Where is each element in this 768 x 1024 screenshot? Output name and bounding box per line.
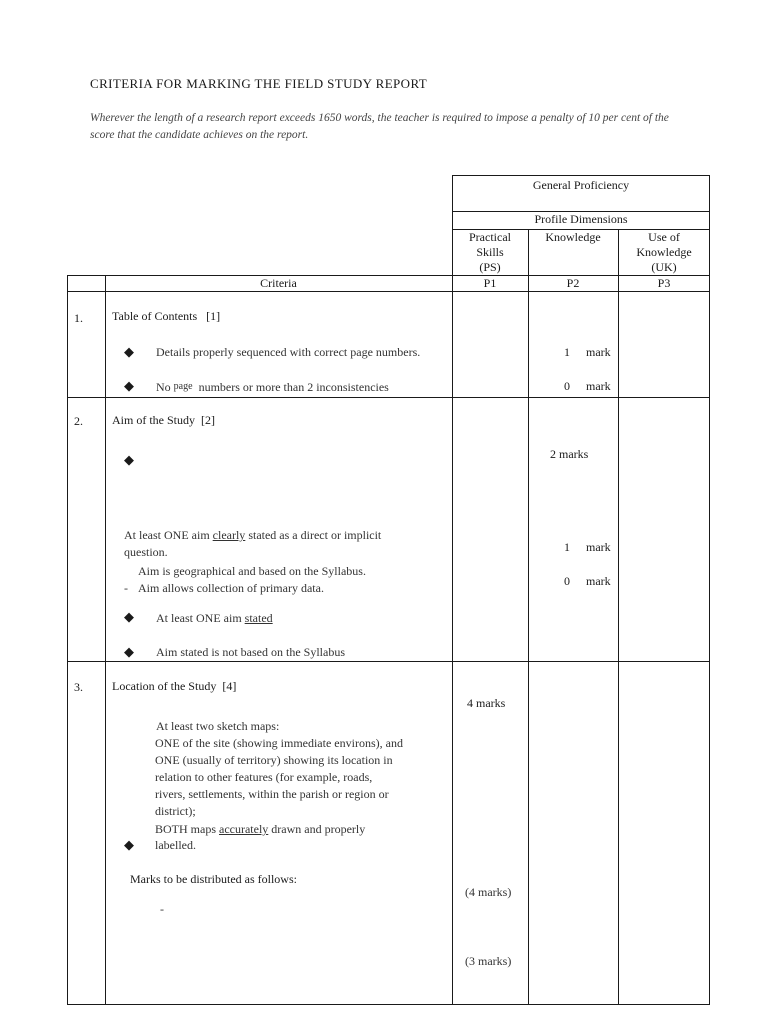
bullet-diamond-icon: ◆	[124, 378, 134, 393]
table-rule	[105, 275, 106, 1005]
criterion-text: drawn and properly	[271, 822, 366, 836]
criterion-line: ONE (usually of territory) showing its location in	[155, 753, 393, 767]
section-number: 2.	[74, 414, 83, 428]
mark-value: 0	[564, 379, 570, 393]
page-title: CRITERIA FOR MARKING THE FIELD STUDY REPORT	[90, 76, 428, 91]
criterion-line: Aim is geographical and based on the Syllabus.	[138, 564, 366, 578]
criterion-line: ONE of the site (showing immediate environs), and	[155, 736, 403, 750]
criterion-text-a: No	[156, 380, 171, 394]
table-rule	[528, 229, 529, 1005]
section-heading	[112, 413, 215, 428]
criterion-emphasis: clearly	[212, 528, 246, 542]
section-heading-text: Aim of the Study	[112, 413, 195, 427]
table-rule	[452, 175, 710, 176]
criterion-text	[156, 611, 273, 626]
intro-paragraph: Wherever the length of a research report exceeds 1650 words, the teacher is required to impose a penalty of 10 per cent of the score that the candidate achieves on the report.	[90, 112, 669, 141]
section-heading-text: Location of the Study	[112, 679, 217, 693]
criterion-line	[155, 822, 365, 837]
criterion-emphasis: stated	[244, 611, 273, 625]
criterion-dash: -	[160, 902, 164, 916]
criterion-line: At least two sketch maps:	[156, 719, 280, 733]
bullet-diamond-icon: ◆	[124, 609, 134, 624]
section-marks-bracket: [4]	[222, 679, 237, 693]
criterion-line: question.	[124, 545, 168, 559]
mark-value: 1	[564, 345, 570, 359]
section-heading-text: Table of Contents	[112, 309, 198, 323]
table-rule	[67, 661, 710, 662]
criterion-dash: -	[124, 581, 128, 595]
bullet-diamond-icon: ◆	[124, 837, 134, 852]
criterion-text: stated as a direct or implicit	[248, 528, 382, 542]
criterion-text	[156, 380, 389, 396]
criterion-line: labelled.	[155, 838, 196, 852]
mark-value: (4 marks)	[465, 885, 512, 899]
criterion-line: district);	[155, 804, 196, 818]
criterion-text-b: page	[173, 381, 193, 392]
table-rule	[67, 291, 710, 292]
criteria-header: Criteria	[260, 276, 297, 290]
mark-unit: mark	[586, 345, 611, 359]
mark-value: 1	[564, 540, 570, 554]
section-heading	[112, 309, 220, 324]
criterion-line	[124, 528, 381, 543]
table-rule	[67, 1004, 710, 1005]
criterion-text: BOTH maps	[155, 822, 216, 836]
mark-value: (3 marks)	[465, 954, 512, 968]
group-header: General Proficiency	[532, 178, 630, 192]
criterion-text: At least ONE aim	[124, 528, 210, 542]
criterion-emphasis: accurately	[219, 822, 269, 836]
bullet-diamond-icon: ◆	[124, 452, 134, 467]
criterion-line: Aim allows collection of primary data.	[138, 581, 324, 595]
section-marks-bracket: [1]	[206, 309, 221, 323]
criterion-text-a: At least ONE	[156, 611, 221, 625]
section-number: 1.	[74, 311, 83, 325]
col-header-ps-line3: (PS)	[479, 260, 501, 274]
distribution-note: Marks to be distributed as follows:	[130, 872, 297, 886]
col-header-knowledge: Knowledge	[545, 230, 601, 244]
table-rule	[67, 397, 710, 398]
col-code-p3: P3	[657, 276, 671, 290]
section-marks-bracket: [2]	[201, 413, 215, 427]
col-header-ps-line2: Skills	[476, 245, 504, 259]
bullet-diamond-icon: ◆	[124, 644, 134, 659]
table-rule	[618, 229, 619, 1005]
col-header-uk-line1: Use of	[648, 230, 680, 244]
criterion-line: relation to other features (for example, roads,	[155, 770, 373, 784]
section-heading	[112, 679, 236, 694]
table-rule	[67, 275, 68, 1005]
table-rule	[452, 175, 453, 1005]
mark-unit: mark	[586, 540, 611, 554]
col-header-uk-line2: Knowledge	[636, 245, 692, 259]
mark-value: 0	[564, 574, 570, 588]
criterion-text-c: numbers or more than 2 inconsistencies	[198, 380, 389, 394]
bullet-diamond-icon: ◆	[124, 344, 134, 359]
criterion-line: rivers, settlements, within the parish or region or	[155, 787, 389, 801]
sub-header: Profile Dimensions	[534, 212, 628, 226]
table-rule	[709, 175, 710, 1005]
mark-unit: mark	[586, 379, 611, 393]
mark-total: 4 marks	[467, 696, 506, 710]
col-code-p2: P2	[566, 276, 580, 290]
col-code-p1: P1	[483, 276, 497, 290]
mark-unit: mark	[586, 574, 611, 588]
criterion-text-b: aim	[223, 611, 242, 625]
criterion-text: Aim stated is not based on the Syllabus	[156, 645, 345, 659]
section-number: 3.	[74, 680, 83, 694]
col-header-uk-line3: (UK)	[651, 260, 677, 274]
mark-total: 2 marks	[550, 447, 589, 461]
criterion-text: Details properly sequenced with correct page numbers.	[156, 345, 421, 359]
col-header-ps-line1: Practical	[469, 230, 511, 244]
